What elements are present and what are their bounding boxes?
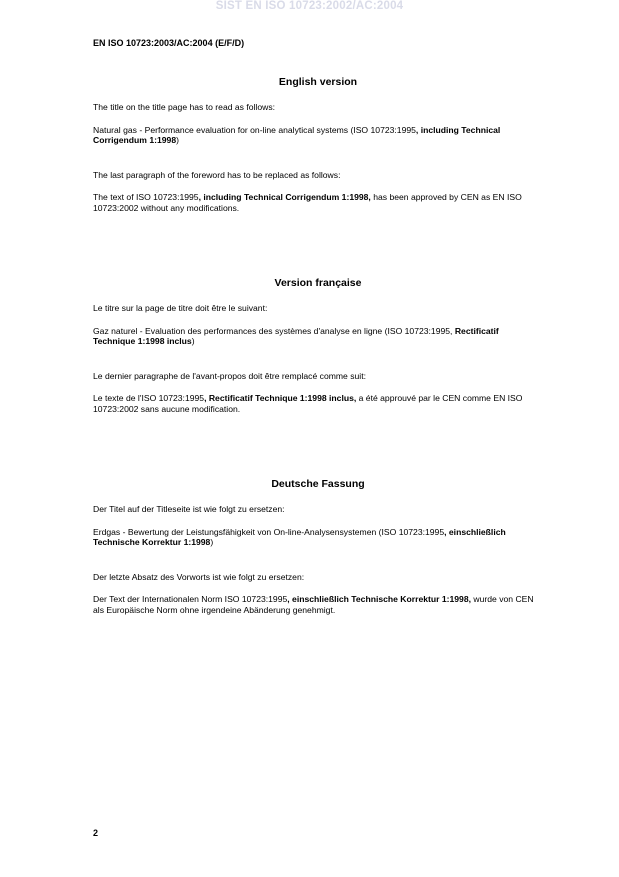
foreword-text-bold: , einschließlich Technische Korrektur 1:1998, bbox=[287, 594, 472, 605]
title-intro: The title on the title page has to read as follows: bbox=[93, 102, 276, 112]
title-text-plain: Gaz naturel - Evaluation des performances des systèmes d'analyse en ligne (ISO 10723:1995, bbox=[93, 325, 455, 336]
document-reference: EN ISO 10723:2003/AC:2004 (E/F/D) bbox=[93, 38, 245, 48]
section-heading: Version française bbox=[274, 277, 362, 289]
title-text-bold: Rectificatif Technique 1:1998 inclus bbox=[93, 325, 499, 347]
title-intro: Le titre sur la page de titre doit être le suivant: bbox=[93, 303, 268, 313]
watermark: SIST EN ISO 10723:2002/AC:2004 bbox=[215, 0, 404, 12]
title-text bbox=[93, 527, 543, 548]
foreword-text-bold: , Rectificatif Technique 1:1998 inclus, bbox=[204, 393, 357, 404]
foreword-intro: Le dernier paragraphe de l'avant-propos doit être remplacé comme suit: bbox=[93, 370, 366, 381]
section-english bbox=[93, 76, 543, 214]
title-text-bold: , including Technical Corrigendum 1:1998 bbox=[93, 124, 501, 146]
section-heading: Deutsche Fassung bbox=[271, 478, 365, 490]
title-text bbox=[93, 326, 543, 347]
title-text bbox=[93, 125, 543, 146]
foreword-text-end: a été approuvé par le CEN comme EN ISO 10723:2002 sans aucune modification. bbox=[93, 393, 523, 414]
title-text-end: ) bbox=[210, 537, 214, 548]
foreword-text-end: has been approved by CEN as EN ISO 10723:2002 without any modifications. bbox=[93, 192, 522, 213]
title-text-end: ) bbox=[176, 135, 179, 146]
foreword-text-bold: , including Technical Corrigendum 1:1998, bbox=[198, 192, 371, 203]
section-french bbox=[93, 277, 543, 415]
title-text-bold: , einschließlich Technische Korrektur 1:1998 bbox=[93, 526, 506, 548]
title-text-end: ) bbox=[191, 336, 195, 347]
title-text-plain: Erdgas - Bewertung der Leistungsfähigkeit von On-line-Analysensystemen (ISO 10723:1995 bbox=[93, 526, 445, 537]
foreword-text-plain: The text of ISO 10723:1995 bbox=[93, 192, 199, 203]
foreword-intro: Der letzte Absatz des Vorworts ist wie folgt zu ersetzen: bbox=[93, 571, 305, 582]
page-number: 2 bbox=[93, 828, 99, 838]
title-text-plain: Natural gas - Performance evaluation for on-line analytical systems (ISO 10723:1995 bbox=[93, 124, 416, 135]
title-intro: Der Titel auf der Titleseite ist wie folgt zu ersetzen: bbox=[93, 504, 285, 514]
foreword-text bbox=[93, 594, 543, 615]
foreword-text-end: wurde von CEN als Europäische Norm ohne irgendeine Abänderung genehmigt. bbox=[93, 594, 534, 615]
foreword-intro: The last paragraph of the foreword has to be replaced as follows: bbox=[93, 169, 341, 180]
foreword-text bbox=[93, 192, 543, 213]
foreword-text bbox=[93, 393, 543, 414]
section-heading: English version bbox=[278, 76, 358, 88]
section-german bbox=[93, 478, 543, 616]
foreword-text-plain: Der Text der Internationalen Norm ISO 10723:1995 bbox=[93, 594, 288, 605]
foreword-text-plain: Le texte de l'ISO 10723:1995 bbox=[93, 393, 205, 404]
